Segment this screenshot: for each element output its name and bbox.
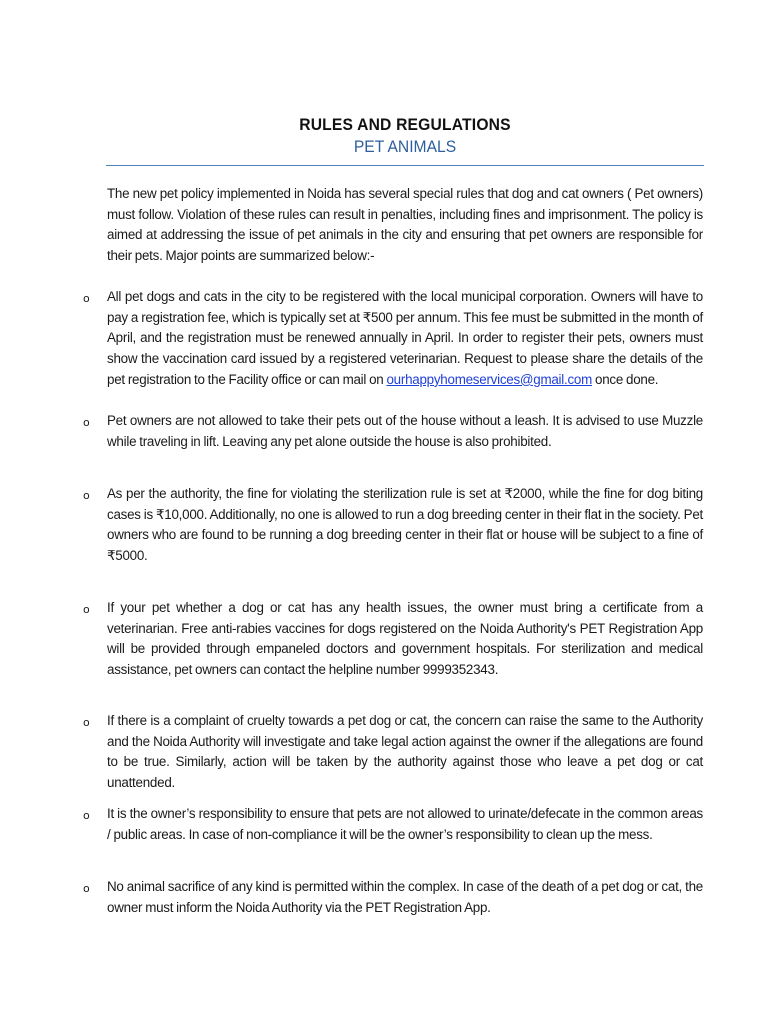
rule-item-hygiene: It is the owner’s responsibility to ensure that pets are not allowed to urinate/defecate in the common areas / public areas. In case of non-compliance it will be the owner’s responsibility to clean up the mess. [107, 806, 703, 842]
document-subtitle: PET ANIMALS [353, 137, 457, 156]
rule-item-fines: As per the authority, the fine for violating the sterilization rule is set at ₹2000, while the fine for dog biting cases is ₹10,000. Additionally, no one is allowed to run a dog breeding center in their flat in the society. Pet owners who are found to be running a dog breeding center in their flat or house will be subject to a fine of ₹5000. [107, 486, 703, 564]
rule-text: All pet dogs and cats in the city to be registered with the local municipal corporation. Owners will have to pay a registration fee, which is typically set at ₹500 per annum. This fee must be submitted in the month of April, and the registration must be renewed annually in April. In order to register their pets, owners must show the vaccination card issued by a registered veterinarian. Request to please share the details of the pet registration to the Facility office or can mail on [107, 289, 703, 387]
facility-email-link[interactable]: ourhappyhomeservices@gmail.com [386, 371, 593, 387]
rule-item-leash: Pet owners are not allowed to take their pets out of the house without a leash. It is advised to use Muzzle while traveling in lift. Leaving any pet alone outside the house is also prohibited. [107, 413, 703, 449]
bullet-marker: o [83, 882, 90, 895]
bullet-marker: o [83, 292, 90, 305]
rule-item-sacrifice: No animal sacrifice of any kind is permitted within the complex. In case of the death of a pet dog or cat, the owner must inform the Noida Authority via the PET Registration App. [107, 879, 703, 915]
rule-item-cruelty: If there is a complaint of cruelty towards a pet dog or cat, the concern can raise the same to the Authority and the Noida Authority will investigate and take legal action against the owner if the allegations are found to be true. Similarly, action will be taken by the authority against those who leave a pet dog or cat unattended. [107, 713, 703, 791]
intro-paragraph: The new pet policy implemented in Noida has several special rules that dog and cat owners ( Pet owners) must follow. Violation of these rules can result in penalties, including fines and imprisonment. The policy is aimed at addressing the issue of pet animals in the city and ensuring that pet owners are responsible for their pets. Major points are summarized below:- [107, 186, 703, 264]
bullet-marker: o [83, 489, 90, 502]
bullet-marker: o [83, 603, 90, 616]
bullet-marker: o [83, 416, 90, 429]
title-divider [106, 165, 704, 166]
bullet-marker: o [83, 716, 90, 729]
document-title: RULES AND REGULATIONS [299, 115, 511, 134]
rule-text-end: once done. [592, 371, 659, 387]
bullet-marker: o [83, 809, 90, 822]
document-header [106, 114, 704, 158]
rule-item-registration [107, 287, 703, 391]
rule-item-health: If your pet whether a dog or cat has any health issues, the owner must bring a certificate from a veterinarian. Free anti-rabies vaccines for dogs registered on the Noida Authority's PET Registration App will be provided through empaneled doctors and government hospitals. For sterilization and medical assistance, pet owners can contact the helpline number 9999352343. [107, 600, 703, 678]
